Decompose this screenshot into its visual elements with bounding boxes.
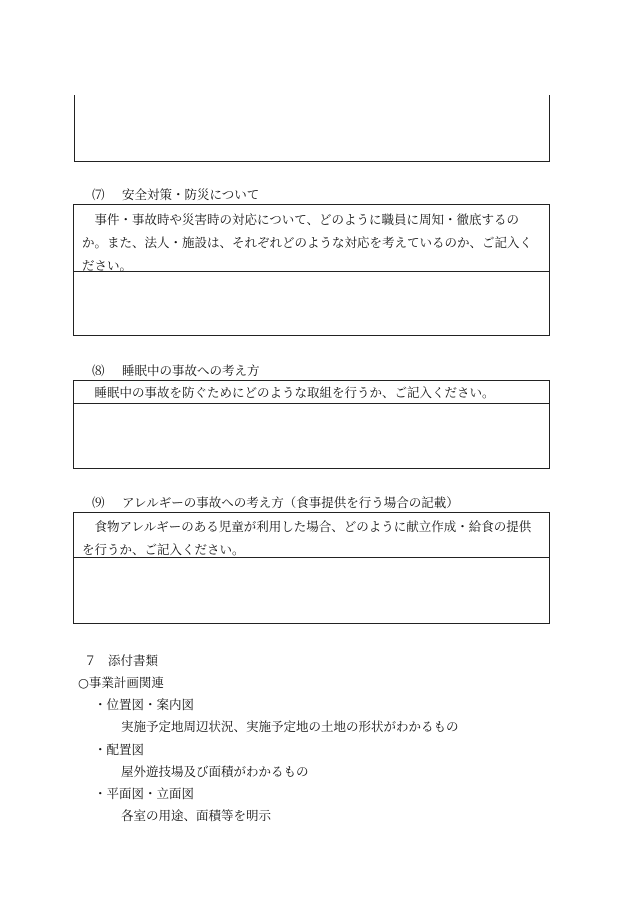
section-7-question: 事件・事故時や災害時の対応について、どのように職員に周知・徹底するのか。また、法人・施設は、それぞれどのような対応を考えているのか、ご記入ください。 bbox=[73, 204, 550, 272]
attachment-item-name: ・平面図・立面図 bbox=[94, 786, 195, 801]
section-8-table bbox=[73, 380, 550, 469]
attachment-item-desc: 屋外遊技場及び面積がわかるもの bbox=[121, 764, 309, 779]
section-number: ⑺ bbox=[92, 187, 105, 202]
attachments-number: ７ bbox=[84, 653, 97, 668]
section-9-answer-box[interactable] bbox=[73, 558, 550, 624]
section-7-heading bbox=[92, 185, 259, 203]
attachment-item-desc: 各室の用途、面積等を明示 bbox=[121, 808, 272, 823]
section-8-question: 睡眠中の事故を防ぐためにどのような取組を行うか、ご記入ください。 bbox=[73, 380, 550, 404]
section-number: ⑻ bbox=[92, 363, 105, 378]
attachment-item-name: ・配置図 bbox=[94, 742, 145, 757]
attachments-title: 添付書類 bbox=[108, 653, 159, 668]
section-8-heading bbox=[92, 361, 260, 379]
section-9-question: 食物アレルギーのある児童が利用した場合、どのように献立作成・給食の提供を行うか、ご記入ください。 bbox=[73, 512, 550, 558]
section-number: ⑼ bbox=[92, 495, 105, 510]
section-9-heading bbox=[92, 493, 459, 511]
section-8-answer-box[interactable] bbox=[73, 404, 550, 469]
section-7-answer-box[interactable] bbox=[73, 272, 550, 336]
attachment-item-name: ・位置図・案内図 bbox=[94, 697, 195, 712]
section-title: 安全対策・防災について bbox=[122, 187, 260, 202]
section-7-table bbox=[73, 204, 550, 336]
attachments-group: ○事業計画関連 bbox=[78, 675, 164, 690]
section-9-table bbox=[73, 512, 550, 624]
attachments-heading bbox=[84, 651, 158, 669]
section-title: アレルギーの事故への考え方（食事提供を行う場合の記載） bbox=[122, 495, 459, 510]
section-title: 睡眠中の事故への考え方 bbox=[122, 363, 260, 378]
attachment-item-desc: 実施予定地周辺状況、実施予定地の土地の形状がわかるもの bbox=[121, 719, 459, 734]
previous-answer-box[interactable] bbox=[74, 95, 550, 162]
